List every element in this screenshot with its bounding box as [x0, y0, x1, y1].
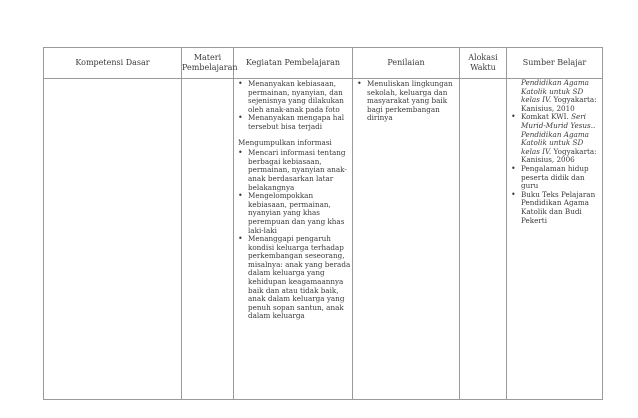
cell-sumber-belajar	[507, 79, 603, 400]
list-item: • Buku Teks Pelajaran Pendidikan Agama Katolik dan Budi Pekerti	[507, 191, 602, 225]
cell-kegiatan-pembelajaran	[234, 79, 353, 400]
kegiatan-list-1	[234, 79, 352, 132]
sumber-list	[507, 113, 602, 225]
list-item: • Mencari informasi tentang berbagai kebiasaan, permainan, nyanyian anak-anak berdasarkan latar belakangnya	[234, 149, 352, 192]
kegiatan-list-2	[234, 148, 352, 321]
sumber-cont-title: Pendidikan Agama Katolik untuk SD kelas IV.	[521, 78, 589, 105]
header-alokasi-waktu: Alokasi Waktu	[460, 48, 507, 79]
penilaian-list	[353, 79, 459, 123]
header-materi-pembelajaran: Materi Pembelajaran	[182, 48, 234, 79]
table-row	[44, 79, 603, 400]
header-penilaian: Penilaian	[353, 48, 460, 79]
cell-kompetensi-dasar	[44, 79, 182, 400]
header-sumber-belajar: Sumber Belajar	[507, 48, 603, 79]
list-item: • Mengelompokkan kebiasaan, permainan, nyanyian yang khas perempuan dan yang khas laki-laki	[234, 192, 352, 235]
sumber-item2-lead: Komkat KWI.	[521, 112, 569, 122]
list-item: • Pengalaman hidup peserta didik dan guru	[507, 165, 602, 191]
list-item	[507, 113, 602, 165]
list-item: • Menanyakan kebiasaan, permainan, nyanyian, dan sejenisnya yang dilakukan oleh anak-anak pada foto	[234, 80, 352, 114]
list-item: • Menuliskan lingkungan sekolah, keluarga dan masyarakat yang baik bagi perkembangan dirinya	[353, 80, 459, 123]
sumber-continuation	[507, 79, 602, 113]
cell-alokasi-waktu	[460, 79, 507, 400]
header-kompetensi-dasar: Kompetensi Dasar	[44, 48, 182, 79]
cell-materi-pembelajaran	[182, 79, 234, 400]
list-item: • Menanggapi pengaruh kondisi keluarga terhadap perkembangan seseorang, misalnya: anak yang berada dalam keluarga yang kehidupan keagamaannya baik dan atau tidak baik, anak dalam keluarga yang penuh sopan santun, anak dalam keluarga	[234, 235, 352, 321]
header-kegiatan-pembelajaran: Kegiatan Pembelajaran	[234, 48, 353, 79]
sumber-cont-rest: Yogyakarta: Kanisius, 2010	[521, 95, 597, 113]
sumber-item2-title: Seri Murid-Murid Yesus.. Pendidikan Agama Katolik untuk SD kelas IV.	[521, 112, 596, 156]
curriculum-table	[43, 47, 603, 400]
list-item: • Menanyakan mengapa hal tersebut bisa terjadi	[234, 114, 352, 131]
table-header-row	[44, 48, 603, 79]
sumber-item2-rest: Yogyakarta: Kanisius, 2006	[521, 146, 597, 165]
cell-penilaian	[353, 79, 460, 400]
section-label: Mengumpulkan informasi	[238, 137, 332, 147]
